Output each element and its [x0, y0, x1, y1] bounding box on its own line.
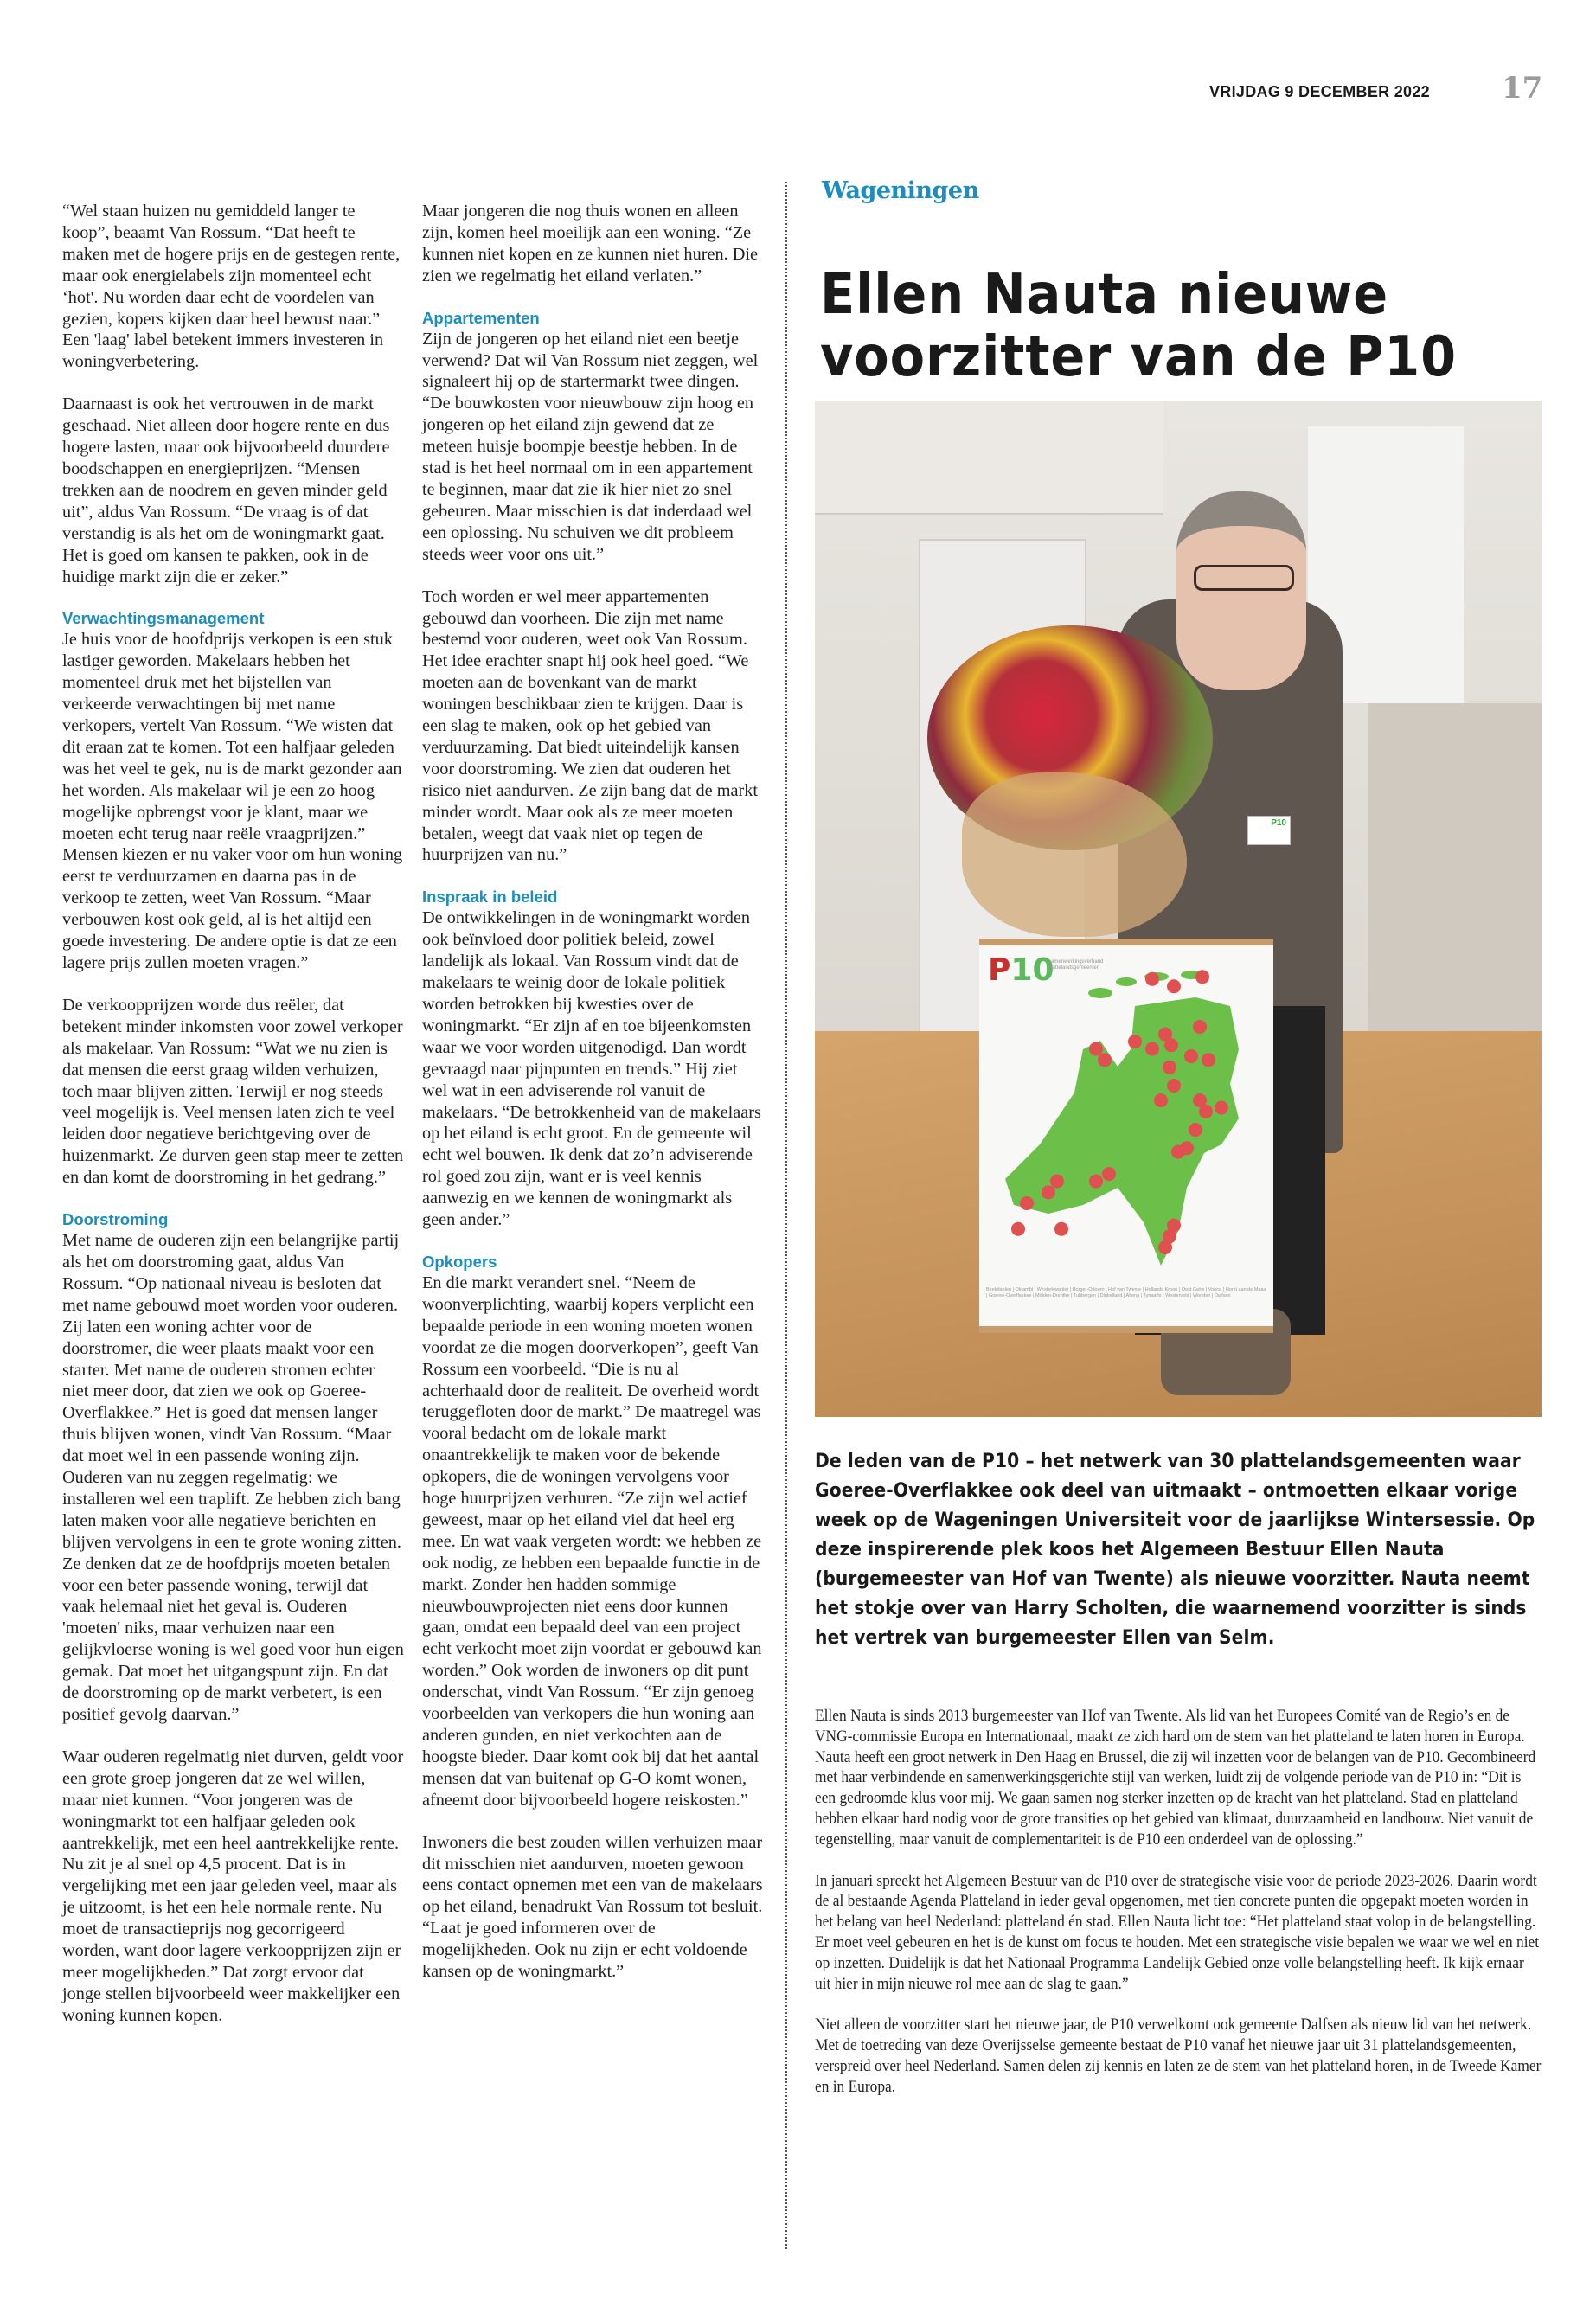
map-pin-icon: [1098, 1053, 1112, 1067]
issue-date: VRIJDAG 9 DECEMBER 2022: [1209, 83, 1430, 100]
column-separator: [785, 182, 787, 2249]
paragraph: De ontwikkelingen in de woningmarkt worden ook beïnvloed door politiek beleid, zowel landelijk als lokaal. Van Rossum vindt dat de makelaars te weinig door de lokale politiek worden betrokken bij kwesties over de woningmarkt. “Er zijn af en toe bijeenkomsten waar we voor worden uitgenodigd. Dan wordt gevraagd naar pijnpunten en trends.” Hij ziet wel wat in een adviserende rol vanuit de makelaars. “De betrokkenheid van de makelaars op het eiland is echt groot. En de gemeente wil echt wel bouwen. Ik denk dat zo’n adviserende rol goed zou zijn, want er is veel kennis aanwezig en we kennen de woningmarkt als geen ander.”: [422, 908, 761, 1230]
glasses-icon: [1194, 565, 1294, 591]
map-pin-icon: [1202, 1053, 1215, 1067]
subheading: Appartementen: [422, 308, 540, 327]
name-badge: P10: [1247, 816, 1291, 845]
map-pin-icon: [1193, 1020, 1207, 1034]
headline: Ellen Nauta nieuwe voorzitter van de P10: [820, 262, 1458, 389]
paragraph: De verkoopprijzen worde dus reëler, dat betekent minder inkomsten voor zowel verkoper als makelaar. Van Rossum: “Wat we nu zien is dat mensen die eerst graag wilden verhuizen, toch maar blijven zitten. Terwijl er nog steeds veel mogelijk is. Veel mensen laten zich te veel leiden door negatieve berichtgeving over de huizenmarkt. Ze durven geen stap meer te zetten en dan komt de doorstroming in het gedrang.”: [62, 995, 404, 1188]
map-pin-icon: [1158, 1240, 1172, 1254]
paragraph: Daarnaast is ook het vertrouwen in de markt geschaad. Niet alleen door hogere rente en dus hogere lasten, maar ook bijvoorbeeld duurdere boodschappen en energieprijzen. “Mensen trekken aan de noodrem en geven minder geld uit”, aldus Van Rossum. “De vraag is of dat verstandig is als het om de woningmarkt gaat. Het is goed om kansen te pakken, ook in de huidige markt zijn die er zeker.”: [62, 394, 390, 586]
map-pin-icon: [1215, 1101, 1228, 1115]
section-kicker: Wageningen: [822, 177, 979, 204]
map-pin-icon: [1020, 1196, 1034, 1210]
photo-person-head: [1176, 491, 1306, 690]
right-article-body: [815, 1706, 1543, 2118]
paragraph: Ellen Nauta is sinds 2013 burgemeester van Hof van Twente. Als lid van het Europees Comité van de Regio’s en de VNG-commissie Europa en Internationaal, maakt ze zich hard om de stem van het platteland te laten horen in Europa. Nauta heeft een groot netwerk in Den Haag en Brussel, die zij wil inzetten voor de belangen van de P10. Gecombineerd met haar verbindende en samenwerkingsgerichte stijl van werken, luidt zij de volgende periode van de P10 in: “Dit is een gedroomde klus voor mij. We gaan samen nog sterker inzetten op de kracht van het platteland. Stad en platteland hebben elkaar hard nodig voor de grote transities op het gebied van klimaat, duurzaamheid en landbouw. Niet vanuit de tegenstelling, maar vanuit de complementariteit is de P10 een onderdeel van de oplossing.”: [815, 1707, 1536, 1849]
page-header: [1209, 71, 1555, 106]
map-pin-icon: [1167, 1079, 1181, 1093]
wadden-island: [1088, 988, 1112, 998]
p10-logo-number: 10: [1010, 952, 1054, 988]
paragraph: Inwoners die best zouden willen verhuizen maar dit misschien niet aandurven, moeten gewoon eens contact opnemen met een van de makelaars op het eiland, benadrukt Van Rossum tot besluit. “Laat je goed informeren over de mogelijkheden. Ook nu zijn er echt voldoende kansen op de woningmarkt.”: [422, 1832, 763, 1982]
map-pin-icon: [1054, 1222, 1068, 1236]
subheading: Inspraak in beleid: [422, 888, 558, 907]
left-article-column-1: [62, 201, 404, 2048]
paragraph: Toch worden er wel meer appartementen gebouwd dan voorheen. Die zijn met name bestemd voor ouderen, weet ook Van Rossum. Het idee erachter snapt hij ook heel goed. “We moeten aan de bovenkant van de markt woningen beschikbaar zien te krijgen. Daar is een slag te maken, ook op het gebied van verduurzaming. Dat biedt uiteindelijk kansen voor doorstroming. We zien dat ouderen het risico niet aandurven. Ze zijn bang dat de markt minder wordt. Maar ook als ze meer moeten betalen, weegt dat vaak niet op tegen de huurprijzen van nu.”: [422, 586, 759, 865]
map-pin-icon: [1128, 1035, 1142, 1048]
subheading: Opkopers: [422, 1252, 497, 1271]
map-pin-icon: [1145, 972, 1159, 986]
map-pin-icon: [1102, 1167, 1116, 1181]
wadden-island: [1116, 977, 1137, 986]
article-lead: De leden van de P10 – het netwerk van 30 plattelandsgemeenten waar Goeree-Overflakkee ook deel van uitmaakt – ontmoetten elkaar vorige week op de Wageningen Universiteit voor de jaarlijkse Wintersessie. Op deze inspirerende plek koos het Algemeen Bestuur Ellen Nauta (burgemeester van Hof van Twente) als nieuwe voorzitter. Nauta neemt het stokje over van Harry Scholten, die waarnemend voorzitter is sinds het vertrek van burgemeester Ellen van Selm.: [815, 1450, 1535, 1649]
map-pin-icon: [1184, 1049, 1198, 1063]
netherlands-map: [979, 945, 1273, 1292]
poster-subtitle: samenwerkingsverband plattelandsgemeenten: [1048, 959, 1104, 971]
poster-municipality-list: Beekdaelen | Oldambt | Westerkwartier | Borger-Odoorn | Hof van Twente | Hollands Kroon | Oost Gelre | Voorst | Horst aan de Maas | Goeree-Overflakkee | Midden-Drenthe | Tubbergen | Dinkelland | Altena | Tynaarlo | Westerveld | Wierden | Dalfsen: [986, 1287, 1266, 1298]
map-pin-icon: [1154, 1093, 1168, 1107]
map-pin-icon: [1042, 1185, 1055, 1199]
map-pin-icon: [1089, 1042, 1103, 1056]
paragraph: Je huis voor de hoofdprijs verkopen is een stuk lastiger geworden. Makelaars hebben het momenteel druk met het bijstellen van verkeerde verwachtingen bij met name verkopers, vertelt Van Rossum. “We wisten dat dit eraan zat te komen. Tot een halfjaar geleden was het veel te gek, nu is de markt gezonder aan het worden. Als makelaar wil je een zo hoog mogelijke opbrengst voor je klant, maar we moeten echt terug naar reële vraagprijzen.” Mensen kiezen er nu vaker voor om hun woning eerst te verduurzamen en daarna pas in de verkoop te zetten, weet Van Rossum. “Maar verbouwen kost ook geld, al is het altijd een goede investering. De andere optie is dat ze een lagere prijs zullen moeten vragen.”: [62, 630, 403, 972]
page-number: 17: [1502, 71, 1543, 106]
paragraph: “Wel staan huizen nu gemiddeld langer te koop”, beaamt Van Rossum. “Dat heeft te maken met de hogere prijs en de gestegen rente, maar ook energielabels zijn momenteel echt ‘hot'. Nu worden daar echt de voordelen van gezien, kopers kijken daar heel bewust naar.” Een 'laag' label betekent immers investeren in woningverbetering.: [62, 202, 401, 372]
map-pin-icon: [1189, 1123, 1202, 1137]
subheading: Verwachtingsmanagement: [62, 609, 265, 628]
paragraph: Maar jongeren die nog thuis wonen en alleen zijn, komen heel moeilijk aan een woning. “Ze kunnen niet kopen en ze kunnen niet huren. Die zien we regelmatig het eiland verlaten.”: [422, 202, 759, 285]
paragraph: Waar ouderen regelmatig niet durven, geldt voor een grote groep jongeren dat ze wel willen, maar niet kunnen. “Voor jongeren was de woningmarkt tot een halfjaar geleden ook aantrekkelijk, met een heel aantrekkelijke rente. Nu zit je al snel op 4,5 procent. Dat is in vergelijking met een jaar geleden veel, maar als je uitzoomt, is het een hele normale rente. Nu moet de transactieprijs nog gecorrigeerd worden, want door lagere verkoopprijzen zijn er meer mogelijkheden.” Dat zorgt ervoor dat jonge stellen bijvoorbeeld weer makkelijker een woning kunnen kopen.: [62, 1747, 404, 2025]
paragraph: Met name de ouderen zijn een belangrijke partij als het om doorstroming gaat, aldus Van Rossum. “Op nationaal niveau is besloten dat met name gebouwd moet worden voor ouderen. Zij laten een woning achter voor de doorstromer, die weer plaats maakt voor een starter. Met name de ouderen stromen echter niet meer door, dat zien we ook op Goeree-Overflakkee.” Het is goed dat mensen langer thuis blijven wonen, vindt Van Rossum. “Maar dat moet wel in een passende woning zijn. Ouderen van nu zeggen regelmatig: we installeren wel een traplift. Ze hebben zich bang laten maken voor alle negatieve berichten en blijven vervolgens in een te grote woning zitten. Ze denken dat ze de hoofdprijs moeten betalen voor een beter passende woning, terwijl dat vaak helemaal niet het geval is. Ouderen 'moeten' niks, maar verhuizen naar een gelijkvloerse woning is wel goed voor hun eigen gemak. Dat moet het uitgangspunt zijn. En dat de doorstroming op de markt verbetert, is een positief gevolg daarvan.”: [62, 1231, 404, 1724]
map-pin-icon: [1199, 1105, 1213, 1118]
map-pin-icon: [1171, 1145, 1185, 1159]
map-pin-icon: [1050, 1175, 1064, 1189]
paragraph: En die markt verandert snel. “Neem de woonverplichting, waarbij kopers verplicht een bepaalde periode in een woning moeten wonen voordat ze die mogen doorverkopen”, geeft Van Rossum een voorbeeld. “Die is nu al achterhaald door de realiteit. De overheid wordt teruggefloten door de markt.” De maatregel was vooral bedacht om de lokale markt onaantrekkelijk te maken voor de bekende opkopers, die de woningen vervolgens voor hoge huurprijzen verhuren. “Ze zijn wel actief geweest, maar op het eiland viel dat heel erg mee. En wat vaak vergeten wordt: we hebben ze ook nodig, ze hebben een bepaalde functie in de markt. Zonder hen hadden sommige nieuwbouwprojecten niet eens door kunnen gaan, omdat een bepaald deel van een project echt verkocht moet zijn voordat er gebouwd kan worden.” Ook worden de inwoners op dit punt onderschat, vindt Van Rossum. “Er zijn genoeg voorbeelden van verkopers die hun woning aan anderen gunden, en niet verkochten aan de hoogste bieder. Daar komt ook bij dat het aantal mensen dat van buitenaf op G-O komt wonen, afneemt door bijvoorbeeld hogere reiskosten.”: [422, 1272, 762, 1810]
map-pin-icon: [1163, 1061, 1176, 1074]
map-pin-icon: [1145, 1042, 1159, 1056]
p10-logo-p: P: [988, 952, 1011, 988]
article-photo: [815, 401, 1542, 1417]
map-pin-icon: [1089, 1175, 1103, 1189]
map-pin-icon: [1167, 979, 1181, 993]
map-pin-icon: [1011, 1222, 1025, 1236]
paragraph: Zijn de jongeren op het eiland niet een beetje verwend? Dat wil Van Rossum niet zeggen, wel signaleert hij op de startermarkt twee dingen. “De bouwkosten voor nieuwbouw zijn hoog en jongeren op het eiland zijn gewend dat ze meteen huisje boompje beestje hebben. In de stad is het heel normaal om in een appartement te beginnen, maar dat zie ik hier niet zo snel gebeuren. Maar misschien is dat inderdaad wel een oplossing. Nu schuiven we dit probleem steeds weer voor ons uit.”: [422, 329, 759, 564]
subheading: Doorstroming: [62, 1210, 169, 1229]
left-article-column-2: [422, 201, 764, 2003]
map-pin-icon: [1195, 970, 1209, 984]
paragraph: Niet alleen de voorzitter start het nieuwe jaar, de P10 verwelkomt ook gemeente Dalfsen als nieuw lid van het netwerk. Met de toetreding van deze Overijsselse gemeente bestaat de P10 vanaf het nieuwe jaar uit 31 plattelandsgemeenten, verspreid over heel Nederland. Samen delen zij kennis en laten ze de stem van het platteland horen, in de Tweede Kamer en in Europa.: [815, 2016, 1542, 2096]
paragraph: In januari spreekt het Algemeen Bestuur van de P10 over de strategische visie voor de periode 2023-2026. Daarin wordt de al bestaande Agenda Platteland in ieder geval opgenomen, met tien concrete punten die opgepakt moeten worden in het belang van heel Nederland: platteland én stad. Ellen Nauta licht toe: “Het platteland staat volop in de belangstelling. Er moet veel gebeuren en het is de kunst om focus te houden. Met een strategische visie bepalen we waar we wel en niet op inzetten. Duidelijk is dat het Nationaal Programma Landelijk Gebied onze volle belangstelling heeft. Ik kijk ernaar uit hier in mijn nieuwe rol mee aan de slag te gaan.”: [815, 1871, 1540, 1993]
photo-ceiling: [815, 401, 1163, 515]
p10-map-poster: [979, 939, 1273, 1333]
netherlands-map-shape: [1005, 997, 1239, 1266]
map-pin-icon: [1164, 1038, 1178, 1052]
